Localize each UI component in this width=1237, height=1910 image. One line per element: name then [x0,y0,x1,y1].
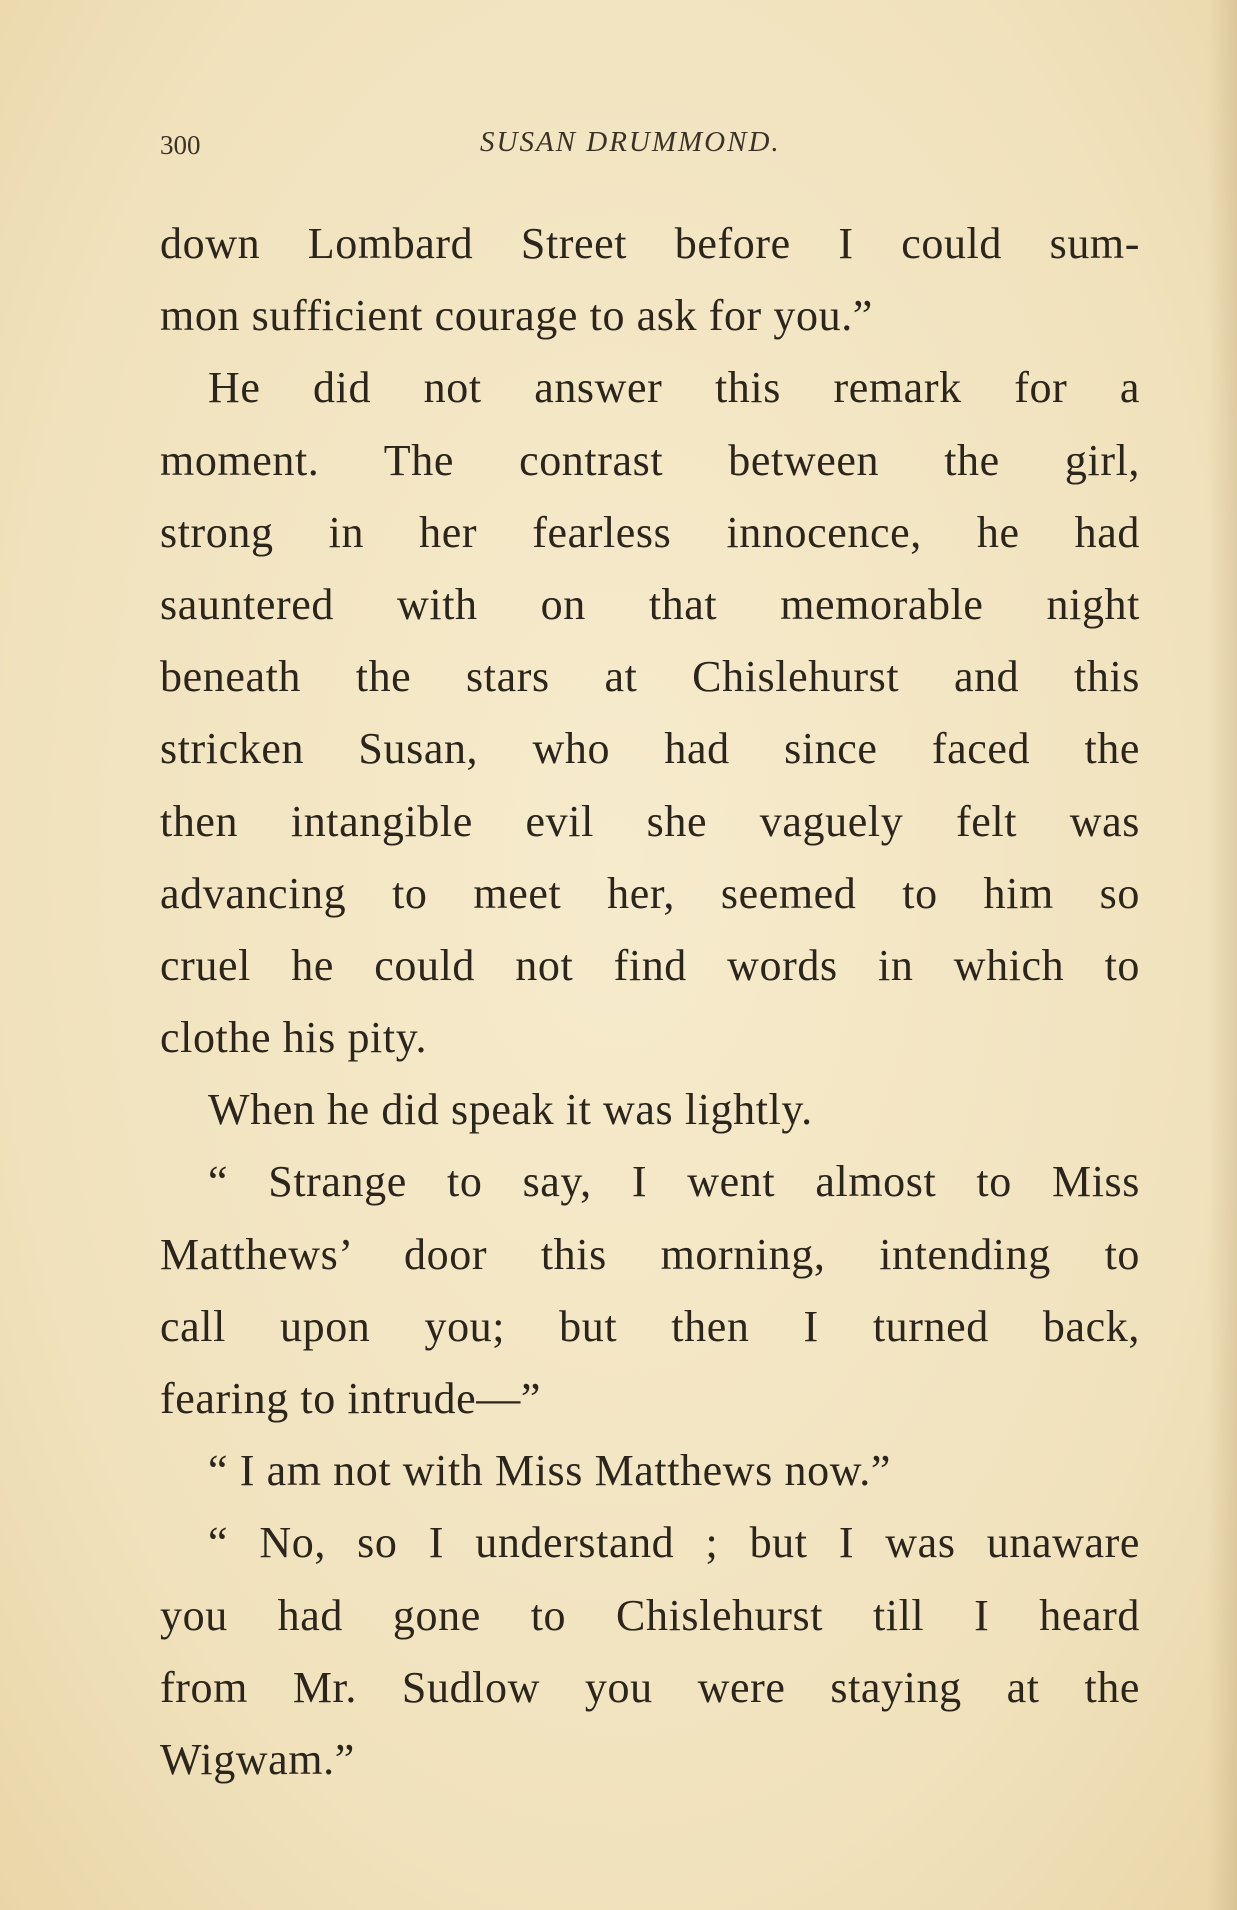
text-line: you had gone to Chislehurst till I heard [160,1590,1140,1640]
running-title: SUSAN DRUMMOND. [480,126,781,158]
text-line: call upon you; but then I turned back, [160,1301,1140,1351]
text-line: sauntered with on that memorable night [160,579,1140,629]
text-line: cruel he could not find words in which to [160,940,1140,990]
text-line: Matthews’ door this morning, intending to [160,1229,1140,1279]
text-line: Wigwam.” [160,1734,355,1784]
text-line: advancing to meet her, seemed to him so [160,868,1140,918]
text-line: He did not answer this remark for a [208,363,1140,413]
text-line: moment. The contrast between the girl, [160,435,1140,485]
text-line: “ Strange to say, I went almost to Miss [208,1157,1140,1207]
text-line: then intangible evil she vaguely felt was [160,796,1140,846]
text-line: clothe his pity. [160,1013,428,1063]
text-line: down Lombard Street before I could sum- [160,219,1140,268]
text-line: “ No, so I understand ; but I was unaware [208,1518,1140,1568]
body-text [160,208,1140,1796]
running-head [160,126,1160,166]
text-line: mon sufficient courage to ask for you.” [160,291,873,341]
text-line: When he did speak it was lightly. [208,1085,813,1135]
page-number: 300 [160,130,201,160]
text-line: fearing to intrude—” [160,1374,541,1423]
text-line: “ I am not with Miss Matthews now.” [208,1446,891,1496]
text-line: beneath the stars at Chislehurst and this [160,652,1140,702]
text-line: from Mr. Sudlow you were staying at the [160,1662,1140,1712]
text-line: strong in her fearless innocence, he had [160,507,1140,557]
text-line: stricken Susan, who had since faced the [160,724,1140,774]
